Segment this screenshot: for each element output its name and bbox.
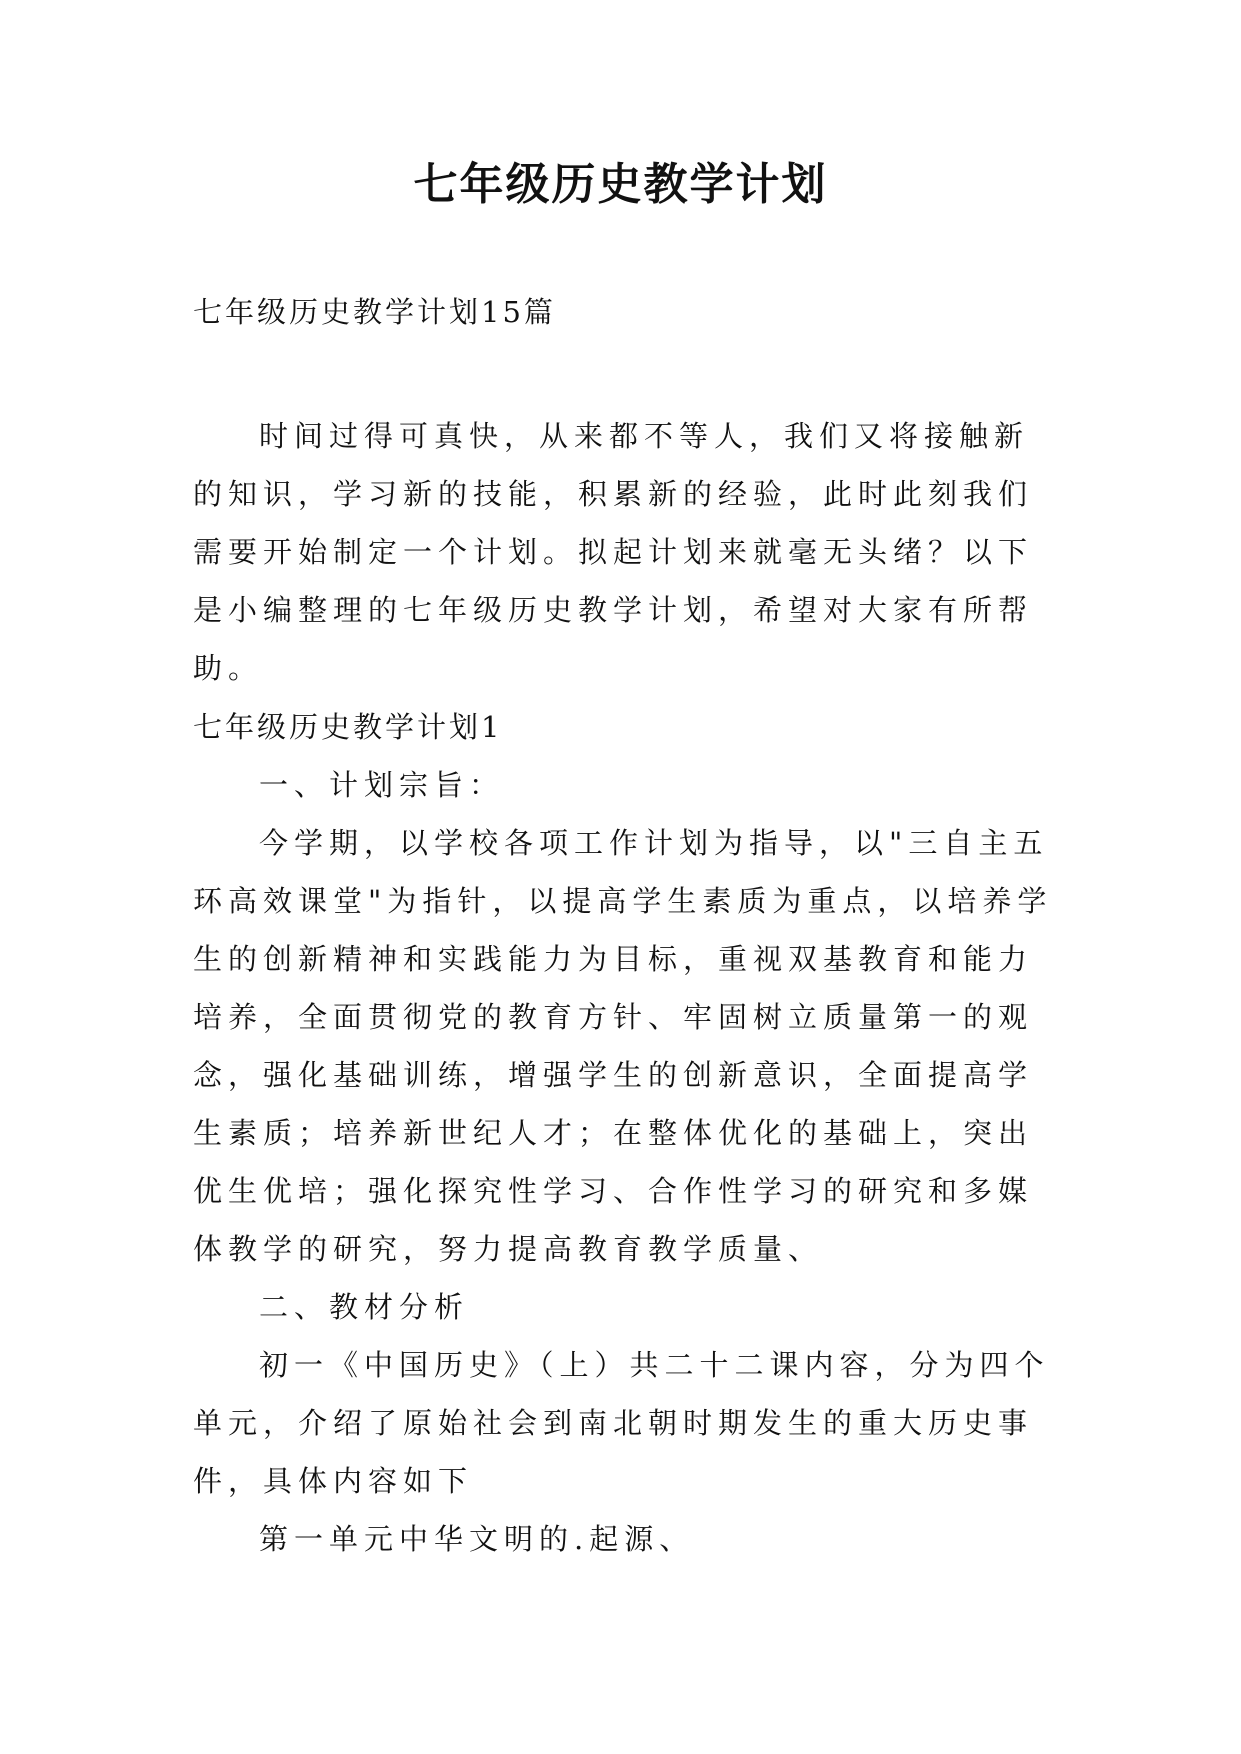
- unit-1-line: 第一单元中华文明的.起源、: [259, 1522, 695, 1556]
- point-1-paragraph: 今学期，以学校各项工作计划为指导，以"三自主五环高效课堂"为指针，以提高学生素质为重点，以培养学生的创新精神和实践能力为目标，重视双基教育和能力培养，全面贯彻党的教育方针、牢固树立质量第一的观念，强化基础训练，增强学生的创新意识，全面提高学生素质；培养新世纪人才；在整体优化的基础上，突出优生优培；强化探究性学习、合作性学习的研究和多媒体教学的研究，努力提高教育教学质量、: [193, 826, 1053, 1266]
- point-2-heading: 二、教材分析: [259, 1290, 470, 1324]
- intro-paragraph: 时间过得可真快，从来都不等人，我们又将接触新的知识，学习新的技能，积累新的经验，此时此刻我们需要开始制定一个计划。拟起计划来就毫无头绪？以下是小编整理的七年级历史教学计划，希望对大家有所帮助。: [193, 419, 1034, 685]
- point-1-heading: 一、计划宗旨：: [259, 768, 505, 802]
- section-plan-1: [193, 698, 1055, 1568]
- document-subtitle: 七年级历史教学计划15篇: [193, 295, 556, 329]
- point-2-paragraph: 初一《中国历史》（上）共二十二课内容，分为四个单元，介绍了原始社会到南北朝时期发生的重大历史事件，具体内容如下: [193, 1348, 1050, 1498]
- document-title: 七年级历史教学计划: [413, 159, 828, 210]
- section-heading: 七年级历史教学计划1: [193, 710, 503, 744]
